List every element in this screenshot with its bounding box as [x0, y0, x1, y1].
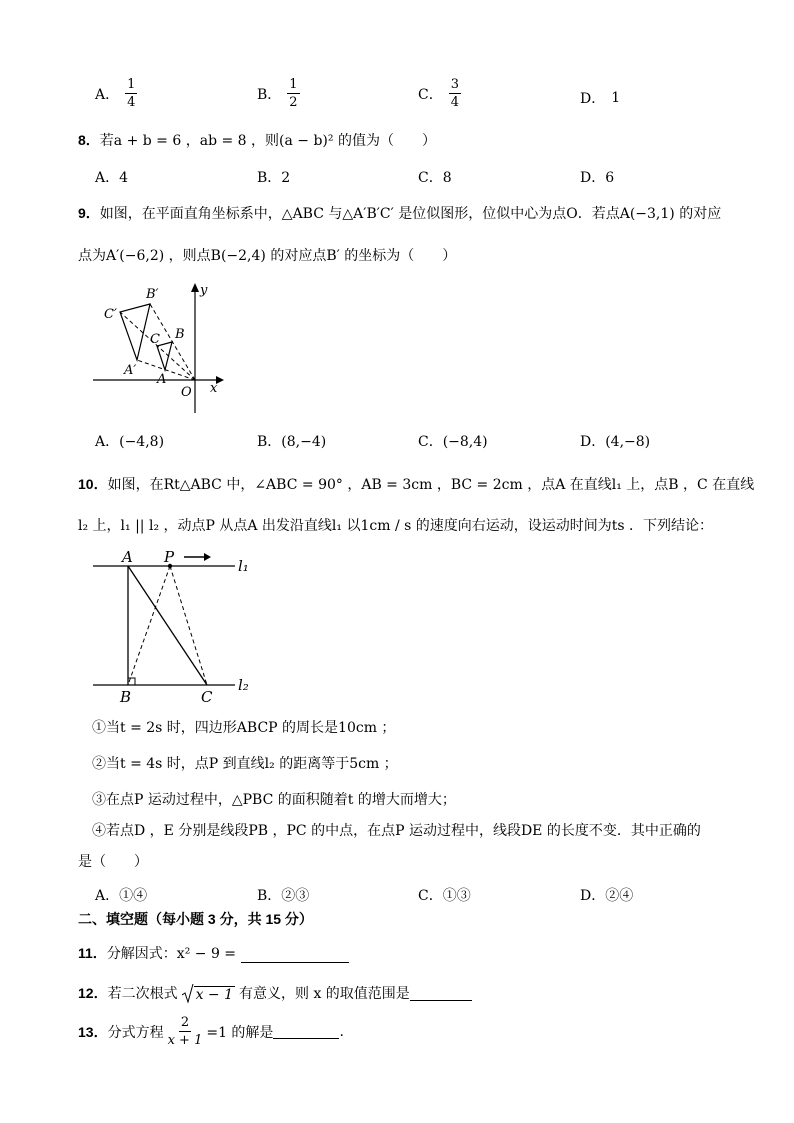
q10-label-c: C [201, 688, 213, 706]
q12-text-before: 若二次根式 [107, 986, 178, 1002]
q10-statement-1: ①当t = 2s 时，四边形ABCP 的周长是10cm ； [92, 720, 396, 736]
q9-option-a: A．(−4,8) [95, 434, 165, 450]
q7-option-c-num: 3 [450, 77, 459, 92]
q7-option-b-den: 2 [289, 95, 298, 110]
q10-label-a: A [122, 548, 133, 566]
q12-text-after: 有意义，则 x 的取值范围是 [239, 986, 410, 1002]
q10-option-b: B．②③ [257, 888, 310, 904]
q8-option-a: A．4 [95, 170, 129, 186]
q7-option-a-num: 1 [127, 77, 136, 92]
q9-option-b: B．(8,−4) [257, 434, 327, 450]
q13-text-before: 分式方程 [107, 1024, 164, 1041]
q9-label-y: y [200, 283, 208, 298]
q12-radicand: x − 1 [195, 987, 234, 1003]
q7-option-b-label: B． [257, 86, 282, 103]
q10-line-1 [78, 474, 754, 494]
q9-line-2: 点为A′(−6,2) ，则点B(−2,4) 的对应点B′ 的坐标为（ ） [78, 248, 457, 264]
q12-answer-blank[interactable] [410, 986, 472, 1001]
q9-label-o: O [181, 385, 192, 400]
q9-label-a-prime: A′ [124, 363, 137, 378]
q9-label-b: B [175, 327, 185, 342]
q13-number: 13． [78, 1023, 108, 1040]
q11-answer-blank[interactable] [241, 948, 349, 963]
q9-triangle-a-prime-b-prime-c-prime [120, 304, 150, 360]
q13-text-after: =1 的解是 [206, 1024, 274, 1041]
q10-label-p: P [164, 548, 175, 566]
q7-option-c-fraction [449, 78, 461, 109]
q7-option-d [580, 88, 620, 108]
q7-option-b-fraction [287, 78, 299, 109]
q9-label-a: A [157, 372, 167, 387]
q10-segment-ac [128, 566, 207, 685]
q8-option-d: D．6 [580, 170, 615, 186]
q10-line-2: l₂ 上，l₁ || l₂ ，动点P 从点A 出发沿直线l₁ 以1cm / s 的速度向右运动，设运动时间为ts ．下列结论： [78, 518, 714, 534]
q8-option-b: B．2 [257, 170, 291, 186]
q10-motion-arrow-head [204, 553, 211, 561]
q10-figure [90, 545, 265, 707]
q10-statement-4: ④若点D ，E 分别是线段PB ，PC 的中点，在点P 运动过程中，线段DE 的长度不变．其中正确的 [92, 823, 701, 839]
q10-option-d: D．②④ [580, 888, 634, 904]
q13-answer-blank[interactable] [273, 1024, 339, 1039]
q8-option-c: C．8 [418, 170, 452, 186]
q13-fraction-num: 2 [180, 1015, 190, 1030]
q10-statement-2: ②当t = 4s 时，点P 到直线l₂ 的距离等于5cm ； [92, 756, 398, 772]
q10-label-b: B [120, 688, 132, 706]
q9-number: 9． [78, 205, 100, 221]
q13-fraction-den: x + 1 [167, 1033, 203, 1048]
q11-number: 11． [78, 945, 107, 961]
q7-option-b-num: 1 [289, 77, 298, 92]
q13-end: . [339, 1023, 344, 1040]
q7-option-a-fraction [125, 78, 137, 109]
q10-segment-pc [170, 566, 207, 685]
q10-number: 10． [78, 476, 108, 492]
q7-option-c-den: 4 [450, 95, 459, 110]
q7-option-d-value: 1 [611, 90, 621, 106]
q12-line [78, 983, 472, 1003]
q7-option-b [257, 78, 300, 109]
q9-label-x: x [210, 381, 218, 396]
q10-option-a: A．①④ [95, 888, 148, 904]
q8-stem: 若a + b = 6 ，ab = 8 ，则(a − b)² 的值为（ ） [99, 133, 436, 149]
q8-number: 8． [78, 132, 100, 148]
q7-option-a-label: A． [95, 86, 120, 103]
q9-y-axis-arrow [191, 283, 199, 292]
q9-text-1: 如图，在平面直角坐标系中，△ABC 与△A′B′C′ 是位似图形，位似中心为点O．若点A(−3,1) 的对应 [99, 206, 722, 222]
q10-statement-3: ③在点P 运动过程中，△PBC 的面积随着t 的增大而增大； [92, 792, 456, 808]
q13-line [78, 1016, 344, 1047]
q9-figure [90, 280, 230, 415]
q9-label-c-prime: C′ [104, 307, 117, 322]
q13-fraction [168, 1016, 203, 1047]
q9-line-1 [78, 203, 721, 223]
q7-option-a-den: 4 [127, 95, 136, 110]
q7-option-d-label: D． [580, 91, 606, 107]
q11-line [78, 943, 349, 963]
q9-label-c: C [150, 332, 160, 347]
q10-segment-pb [128, 566, 170, 685]
q10-text-1: 如图，在Rt△ABC 中，∠ABC = 90° ，AB = 3cm ，BC = 2cm ，点A 在直线l₁ 上，点B ，C 在直线 [107, 477, 755, 493]
q7-option-c [418, 78, 461, 109]
q10-option-c: C．①③ [418, 888, 471, 904]
q12-radical [182, 983, 235, 1003]
q8-stem-line [78, 130, 436, 150]
q10-tail: 是（ ） [78, 854, 148, 870]
q10-label-l2: l₂ [238, 676, 249, 694]
q9-label-b-prime: B′ [146, 287, 159, 302]
q12-number: 12． [78, 985, 108, 1001]
q10-label-l1: l₁ [238, 557, 249, 575]
q9-option-c: C．(−8,4) [418, 434, 488, 450]
q12-radical-sign [182, 983, 194, 1003]
q7-option-c-label: C． [418, 86, 443, 103]
section-2-title: 二、填空题（每小题 3 分，共 15 分） [78, 911, 313, 927]
q9-option-d: D．(4,−8) [580, 434, 651, 450]
q11-text: 分解因式：x² − 9 = [106, 946, 241, 962]
q7-option-a [95, 78, 137, 109]
